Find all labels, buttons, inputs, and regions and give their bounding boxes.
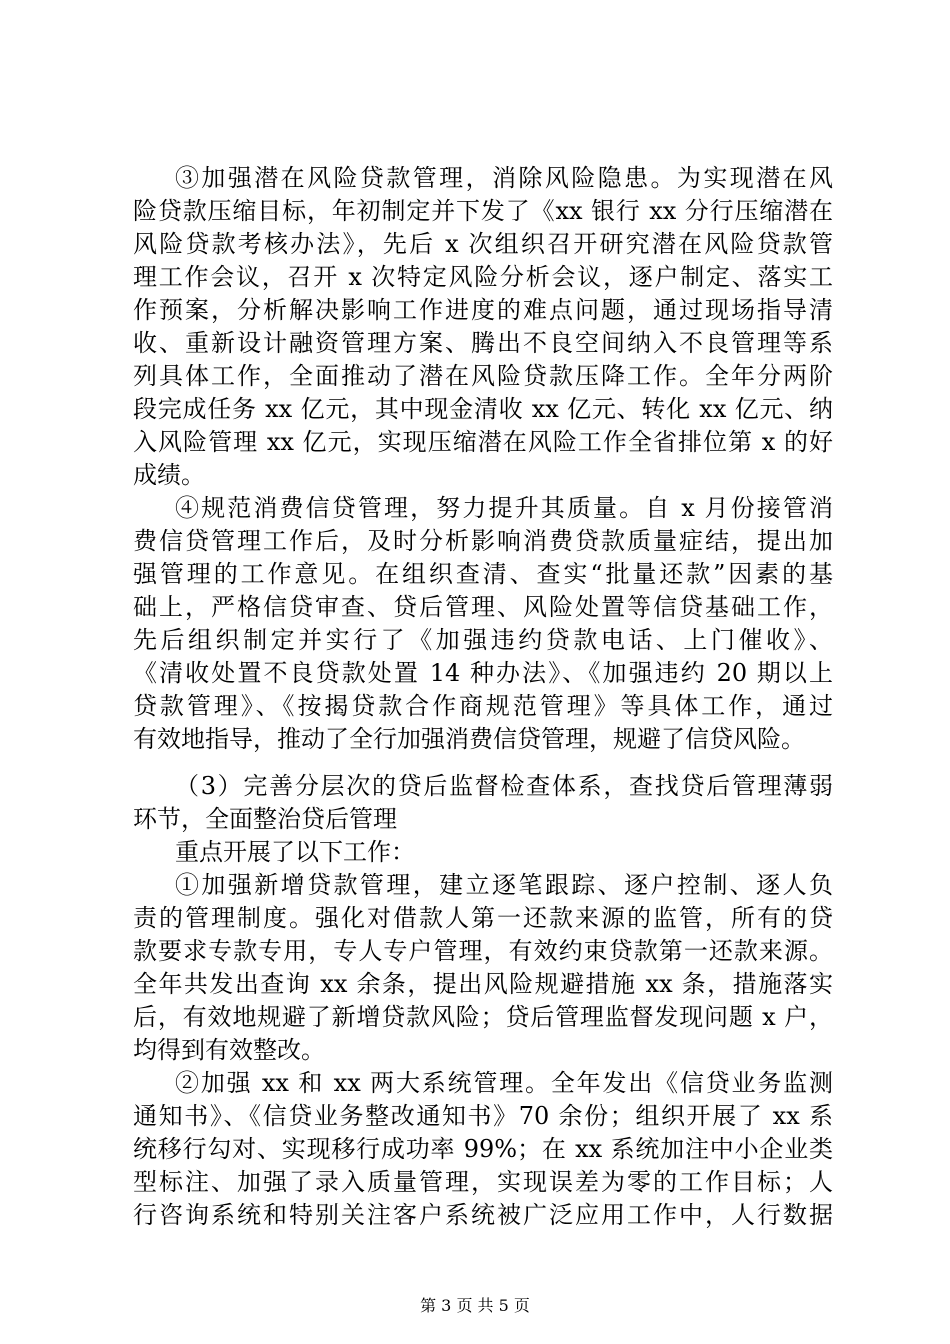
section-heading-line: 环节，全面整治贷后管理 [133, 805, 397, 833]
paragraph-line: ④规范消费信贷管理，努力提升其质量。自 x 月份接管消 [175, 494, 833, 522]
paragraph-line: 成绩。 [133, 461, 205, 489]
paragraph-line: 费信贷管理工作后，及时分析影响消费贷款质量症结，提出加 [133, 527, 833, 555]
paragraph-line: 型标注、加强了录入质量管理，实现误差为零的工作目标；人 [133, 1168, 833, 1196]
paragraph-line: 款要求专款专用，专人专户管理，有效约束贷款第一还款来源。 [133, 937, 833, 965]
paragraph-line: 重点开展了以下工作： [175, 838, 415, 866]
paragraph-line: 有效地指导，推动了全行加强消费信贷管理，规避了信贷风险。 [133, 725, 805, 753]
paragraph-line: 收、重新设计融资管理方案、腾出不良空间纳入不良管理等系 [133, 329, 833, 357]
paragraph-line: ③加强潜在风险贷款管理，消除风险隐患。为实现潜在风 [175, 164, 833, 192]
paragraph-line: ①加强新增贷款管理，建立逐笔跟踪、逐户控制、逐人负 [175, 871, 833, 899]
paragraph-line: ②加强 xx 和 xx 两大系统管理。全年发出《信贷业务监测 [175, 1069, 833, 1097]
paragraph-line: 贷款管理》、《按揭贷款合作商规范管理》等具体工作，通过 [133, 692, 833, 720]
paragraph-line: 统移行勾对、实现移行成功率 99%；在 xx 系统加注中小企业类 [133, 1135, 833, 1163]
paragraph-line: 先后组织制定并实行了《加强违约贷款电话、上门催收》、 [133, 626, 833, 654]
section-heading-line: （3）完善分层次的贷后监督检查体系，查找贷后管理薄弱 [175, 772, 833, 800]
paragraph-line: 强管理的工作意见。在组织查清、查实“批量还款”因素的基 [133, 560, 833, 588]
paragraph-line: 段完成任务 xx 亿元，其中现金清收 xx 亿元、转化 xx 亿元、纳 [133, 395, 833, 423]
paragraph-line: 《清收处置不良贷款处置 14 种办法》、《加强违约 20 期以上 [133, 659, 833, 687]
paragraph-line: 均得到有效整改。 [133, 1036, 325, 1064]
paragraph-line: 入风险管理 xx 亿元，实现压缩潜在风险工作全省排位第 x 的好 [133, 428, 833, 456]
paragraph-line: 险贷款压缩目标，年初制定并下发了《xx 银行 xx 分行压缩潜在 [133, 197, 833, 225]
paragraph-line: 作预案，分析解决影响工作进度的难点问题，通过现场指导清 [133, 296, 833, 324]
paragraph-line: 础上，严格信贷审查、贷后管理、风险处置等信贷基础工作， [133, 593, 833, 621]
paragraph-line: 行咨询系统和特别关注客户系统被广泛应用工作中，人行数据 [133, 1201, 833, 1229]
page-footer: 第 3 页 共 5 页 [420, 1296, 530, 1315]
paragraph-line: 后，有效地规避了新增贷款风险；贷后管理监督发现问题 x 户， [133, 1003, 833, 1031]
paragraph-line: 通知书》、《信贷业务整改通知书》70 余份；组织开展了 xx 系 [133, 1102, 833, 1130]
paragraph-line: 列具体工作，全面推动了潜在风险贷款压降工作。全年分两阶 [133, 362, 833, 390]
paragraph-line: 全年共发出查询 xx 余条，提出风险规避措施 xx 条，措施落实 [133, 970, 833, 998]
paragraph-line: 理工作会议，召开 x 次特定风险分析会议，逐户制定、落实工 [133, 263, 833, 291]
paragraph-line: 责的管理制度。强化对借款人第一还款来源的监管，所有的贷 [133, 904, 833, 932]
paragraph-line: 风险贷款考核办法》，先后 x 次组织召开研究潜在风险贷款管 [133, 230, 833, 258]
